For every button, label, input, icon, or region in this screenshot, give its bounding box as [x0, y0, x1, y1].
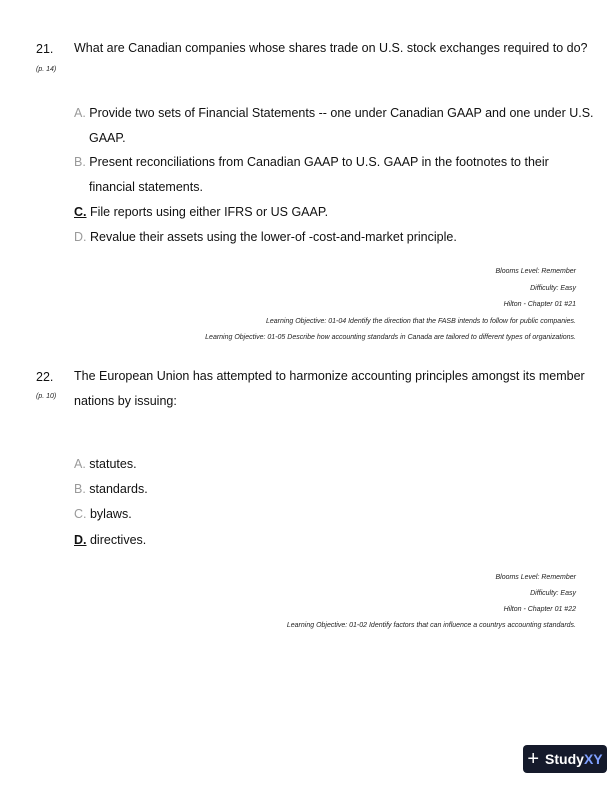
plus-icon: +: [527, 748, 540, 770]
studyxy-logo[interactable]: [523, 745, 607, 773]
option-b[interactable]: [74, 150, 549, 175]
meta-learning-objective: Learning Objective: 01-02 Identify factors that can influence a countrys accounting standards.: [286, 622, 576, 629]
option-a[interactable]: [74, 101, 594, 126]
page-reference: (p. 14): [36, 66, 57, 73]
meta-blooms-level: Blooms Level: Remember: [495, 574, 576, 581]
option-text: Revalue their assets using the lower-of -cost-and-market principle.: [89, 230, 457, 244]
option-letter: B.: [74, 482, 86, 496]
meta-blooms-level: Blooms Level: Remember: [495, 268, 576, 275]
question-text: What are Canadian companies whose shares trade on U.S. stock exchanges required to do?: [74, 41, 588, 55]
option-a[interactable]: [74, 452, 137, 477]
option-c[interactable]: [74, 502, 132, 527]
option-letter: D.: [74, 230, 87, 244]
correct-answer-letter: C.: [74, 205, 87, 219]
option-letter: B.: [74, 155, 86, 169]
meta-difficulty: Difficulty: Easy: [530, 590, 576, 597]
option-text: statutes.: [89, 457, 137, 471]
correct-answer-letter: D.: [74, 533, 87, 547]
meta-learning-objective: Learning Objective: 01-04 Identify the direction that the FASB intends to follow for public companies.: [266, 318, 576, 325]
option-c[interactable]: [74, 200, 328, 225]
option-text: File reports using either IFRS or US GAAP.: [89, 205, 329, 219]
meta-learning-objective: Learning Objective: 01-05 Describe how accounting standards in Canada are tailored to different types of organizations.: [205, 334, 576, 341]
option-letter: A.: [74, 457, 86, 471]
meta-difficulty: Difficulty: Easy: [530, 285, 576, 292]
logo-text: StudyXY: [545, 751, 603, 767]
option-text: directives.: [89, 533, 147, 547]
option-letter: C.: [74, 507, 87, 521]
option-d[interactable]: [74, 528, 146, 553]
meta-chapter: Hilton - Chapter 01 #22: [503, 606, 576, 613]
option-d[interactable]: [74, 225, 457, 250]
option-text: bylaws.: [89, 507, 132, 521]
option-a-continued: GAAP.: [89, 131, 126, 145]
meta-chapter: Hilton - Chapter 01 #21: [503, 301, 576, 308]
question-number: 21.: [36, 42, 54, 56]
option-text: Provide two sets of Financial Statements -- one under Canadian GAAP and one under U.S.: [89, 106, 594, 120]
question-number: 22.: [36, 370, 54, 384]
option-text: Present reconciliations from Canadian GAAP to U.S. GAAP in the footnotes to their: [89, 155, 549, 169]
option-text: standards.: [89, 482, 148, 496]
page-reference: (p. 10): [36, 393, 57, 400]
question-text: The European Union has attempted to harmonize accounting principles amongst its member nations by issuing:: [74, 369, 585, 408]
option-b-continued: financial statements.: [89, 180, 203, 194]
option-b[interactable]: [74, 477, 148, 502]
option-letter: A.: [74, 106, 86, 120]
